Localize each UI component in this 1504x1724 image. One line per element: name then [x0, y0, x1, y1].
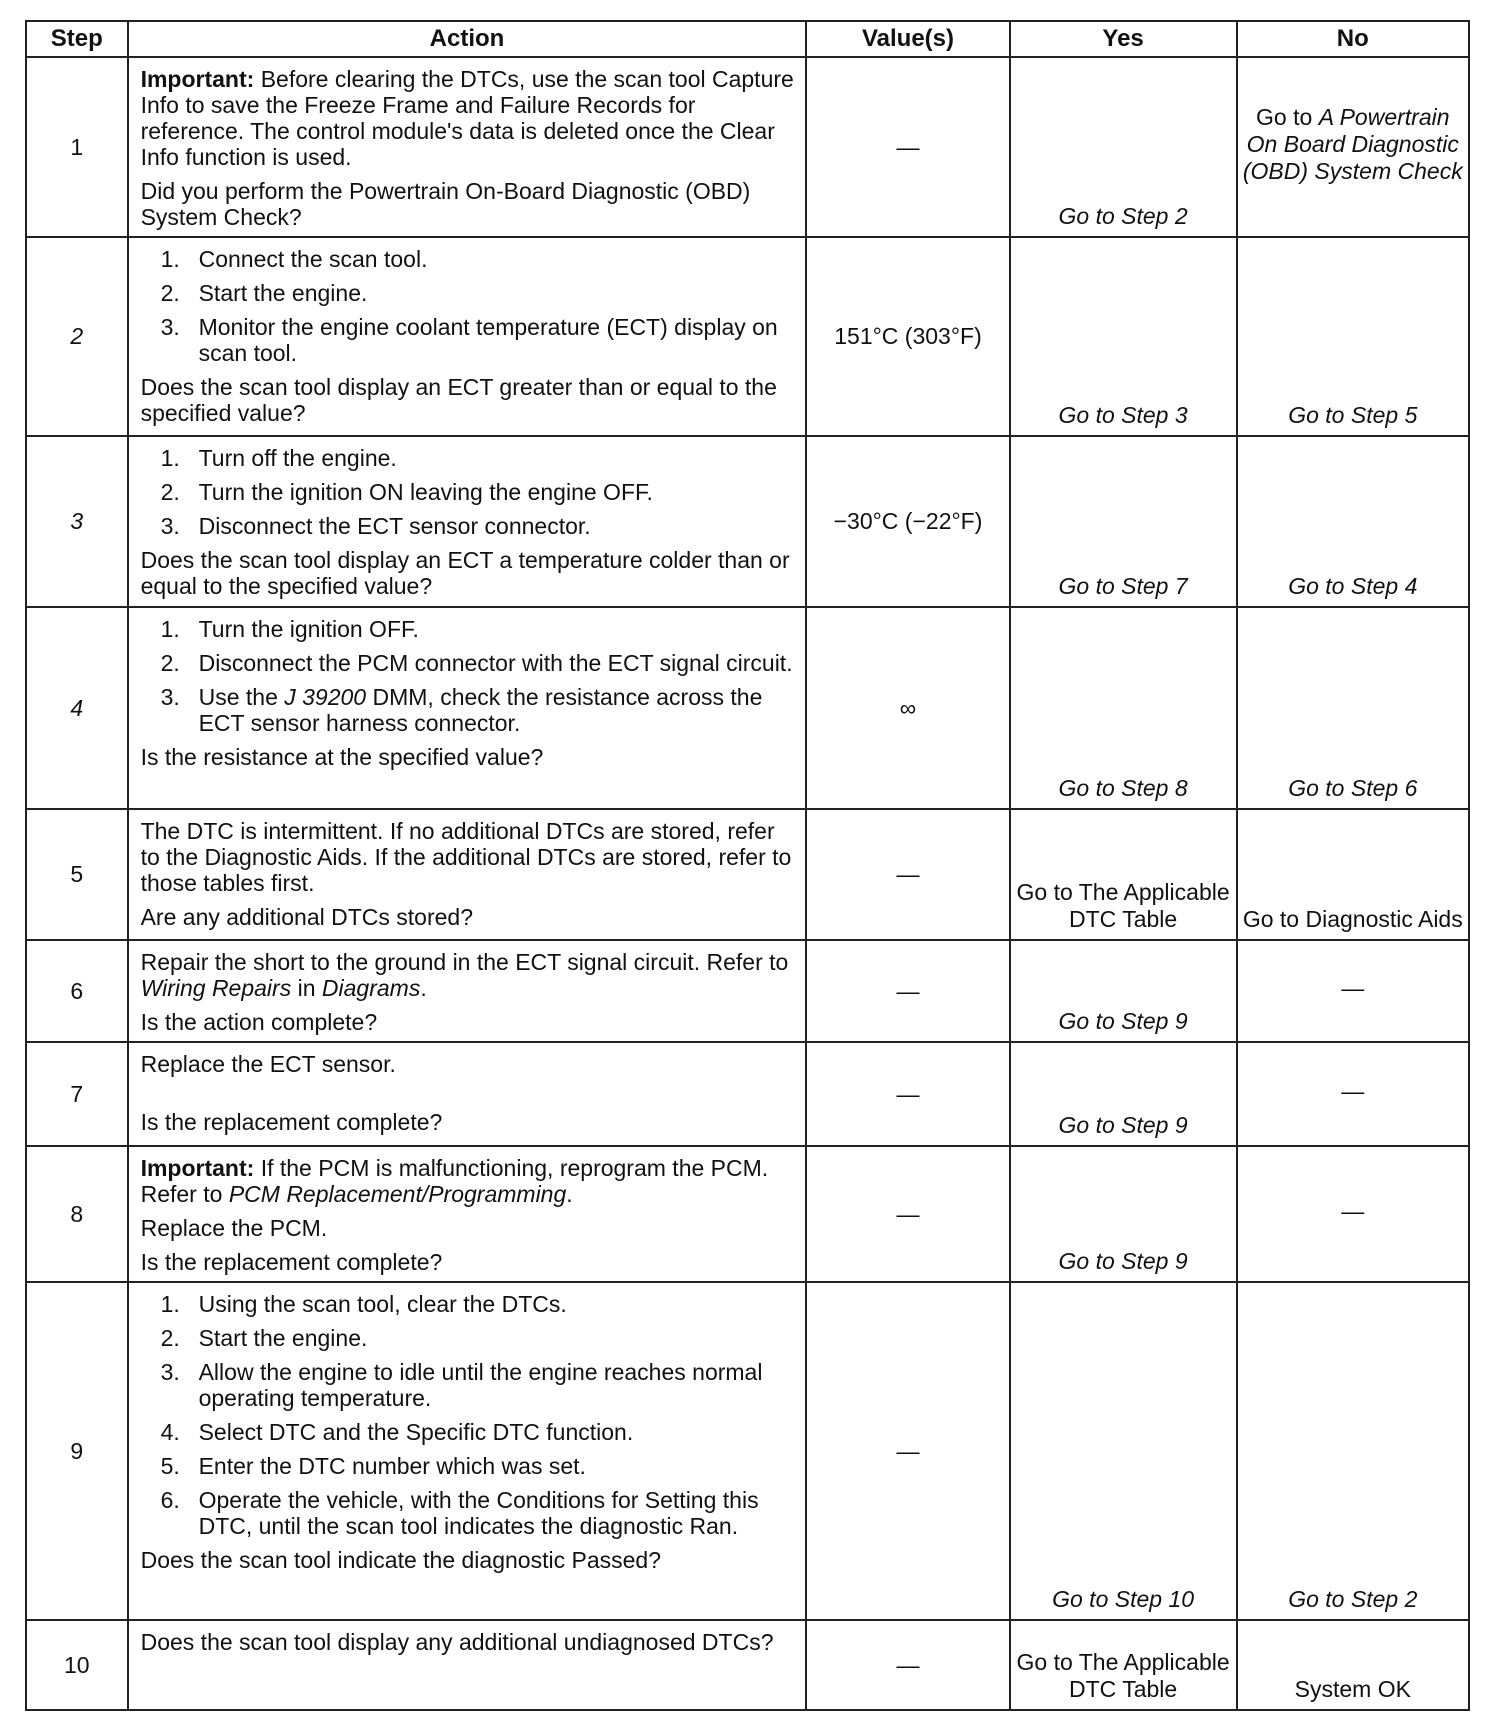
- list-item: 1. Turn off the engine.: [160, 445, 397, 471]
- question: Did you perform the Powertrain On-Board Diagnostic (OBD) System Check?: [140, 178, 751, 230]
- instruction-list: [141, 246, 796, 366]
- action-cell: [128, 1146, 807, 1282]
- action-cell: [128, 940, 807, 1042]
- table-row-step-6: [26, 940, 1469, 1042]
- yes-action: Go to Step 2: [1010, 57, 1237, 237]
- value-cell: —: [806, 1282, 1009, 1620]
- header-no: No: [1237, 21, 1469, 57]
- list-item: 2. Start the engine.: [160, 280, 368, 306]
- no-link: A Powertrain On Board Diagnostic (OBD) System Check: [1242, 103, 1463, 184]
- diagnostic-table-wrapper: [25, 20, 1470, 1711]
- step-number: 3: [26, 436, 128, 607]
- instruction-text: Replace the ECT sensor.: [140, 1051, 396, 1077]
- yes-action: Go to The Applicable DTC Table: [1010, 809, 1237, 940]
- yes-action: Go to Step 10: [1010, 1282, 1237, 1620]
- tool-name: J 39200: [284, 684, 367, 710]
- table-row-step-1: [26, 57, 1469, 237]
- instruction-text: The DTC is intermittent. If no additional DTCs are stored, refer to the Diagnostic Aids. If the additional DTCs are stored, refer to those tables first.: [140, 818, 792, 896]
- question: Is the action complete?: [140, 1009, 378, 1035]
- step-number: 6: [26, 940, 128, 1042]
- yes-action: Go to Step 3: [1010, 237, 1237, 436]
- value-cell: −30°C (−22°F): [806, 436, 1009, 607]
- table-row-step-8: [26, 1146, 1469, 1282]
- value-cell: —: [806, 940, 1009, 1042]
- reference-link: Wiring Repairs: [140, 975, 292, 1001]
- important-label: Important:: [140, 1155, 255, 1181]
- value-cell: —: [806, 1146, 1009, 1282]
- table-row-step-10: [26, 1620, 1469, 1710]
- instruction-list: [141, 1291, 796, 1539]
- instruction-text: Replace the PCM.: [140, 1215, 328, 1241]
- value-cell: —: [806, 57, 1009, 237]
- table-row-step-9: [26, 1282, 1469, 1620]
- action-cell: [128, 607, 807, 809]
- header-yes: Yes: [1010, 21, 1237, 57]
- table-row-step-7: [26, 1042, 1469, 1146]
- value-cell: —: [806, 809, 1009, 940]
- yes-action: Go to Step 9: [1010, 940, 1237, 1042]
- question: Does the scan tool display an ECT greater than or equal to the specified value?: [140, 374, 777, 426]
- value-cell: —: [806, 1042, 1009, 1146]
- list-item: 5. Enter the DTC number which was set.: [160, 1453, 586, 1479]
- step-number: 5: [26, 809, 128, 940]
- list-item: 1. Connect the scan tool.: [160, 246, 428, 272]
- step-number: 7: [26, 1042, 128, 1146]
- action-cell: [128, 57, 807, 237]
- list-item: 3. Use the J 39200 DMM, check the resistance across the ECT sensor harness connector.: [160, 684, 763, 736]
- list-item: 6. Operate the vehicle, with the Conditions for Setting this DTC, until the scan tool indicates the diagnostic Ran.: [160, 1487, 759, 1539]
- important-note: [141, 66, 796, 170]
- table-row-step-3: [26, 436, 1469, 607]
- reference-link: Diagrams: [321, 975, 421, 1001]
- list-item: 4. Select DTC and the Specific DTC function.: [160, 1419, 634, 1445]
- important-label: Important:: [140, 66, 255, 92]
- instruction-list: [141, 445, 796, 539]
- important-text: Before clearing the DTCs, use the scan tool Capture Info to save the Freeze Frame and Failure Records for reference. The control module's data is deleted once the Clear Info function is used.: [140, 66, 794, 170]
- step-number: 8: [26, 1146, 128, 1282]
- list-item: 3. Allow the engine to idle until the engine reaches normal operating temperature.: [160, 1359, 763, 1411]
- question: Is the replacement complete?: [140, 1109, 443, 1135]
- value-cell: ∞: [806, 607, 1009, 809]
- no-action: Go to Step 2: [1237, 1282, 1469, 1620]
- list-item: 2. Start the engine.: [160, 1325, 368, 1351]
- step-number: 1: [26, 57, 128, 237]
- list-item: 1. Using the scan tool, clear the DTCs.: [160, 1291, 567, 1317]
- list-item: 2. Disconnect the PCM connector with the ECT signal circuit.: [160, 650, 793, 676]
- header-step: Step: [26, 21, 128, 57]
- question: Does the scan tool display an ECT a temperature colder than or equal to the specified value?: [140, 547, 790, 599]
- instruction-text: Repair the short to the ground in the ECT signal circuit. Refer to Wiring Repairs in Diagrams.: [140, 949, 789, 1001]
- header-action: Action: [128, 21, 807, 57]
- value-cell: 151°C (303°F): [806, 237, 1009, 436]
- step-number: 10: [26, 1620, 128, 1710]
- question: Is the replacement complete?: [140, 1249, 443, 1275]
- list-item: 1. Turn the ignition OFF.: [160, 616, 419, 642]
- table-row-step-2: [26, 237, 1469, 436]
- list-item: 2. Turn the ignition ON leaving the engine OFF.: [160, 479, 653, 505]
- header-row: [26, 21, 1469, 57]
- no-action: —: [1237, 1146, 1469, 1282]
- header-values: Value(s): [806, 21, 1009, 57]
- step-number: 2: [26, 237, 128, 436]
- no-prefix: Go to: [1256, 103, 1319, 130]
- yes-action: Go to Step 7: [1010, 436, 1237, 607]
- action-cell: [128, 1282, 807, 1620]
- list-item: 3. Monitor the engine coolant temperature (ECT) display on scan tool.: [160, 314, 778, 366]
- no-action: [1237, 57, 1469, 237]
- step-number: 4: [26, 607, 128, 809]
- action-cell: [128, 436, 807, 607]
- yes-action: Go to Step 9: [1010, 1042, 1237, 1146]
- question: Does the scan tool indicate the diagnostic Passed?: [140, 1547, 661, 1573]
- no-action: System OK: [1237, 1620, 1469, 1710]
- question: Are any additional DTCs stored?: [140, 904, 473, 930]
- yes-action: Go to Step 9: [1010, 1146, 1237, 1282]
- list-item: 3. Disconnect the ECT sensor connector.: [160, 513, 591, 539]
- no-action: Go to Step 4: [1237, 436, 1469, 607]
- no-action: Go to Step 5: [1237, 237, 1469, 436]
- important-note: Important: If the PCM is malfunctioning, reprogram the PCM. Refer to PCM Replacement/Programming.: [140, 1155, 769, 1207]
- yes-action: Go to Step 8: [1010, 607, 1237, 809]
- instruction-list: [141, 616, 796, 736]
- step-number: 9: [26, 1282, 128, 1620]
- table-row-step-4: [26, 607, 1469, 809]
- question: Does the scan tool display any additional undiagnosed DTCs?: [140, 1629, 774, 1655]
- action-cell: [128, 1042, 807, 1146]
- action-cell: [128, 237, 807, 436]
- action-cell: [128, 1620, 807, 1710]
- diagnostic-table: [25, 20, 1470, 1711]
- yes-action: Go to The Applicable DTC Table: [1010, 1620, 1237, 1710]
- reference-link: PCM Replacement/Programming: [228, 1181, 567, 1207]
- value-cell: —: [806, 1620, 1009, 1710]
- no-action: Go to Diagnostic Aids: [1237, 809, 1469, 940]
- no-action: —: [1237, 1042, 1469, 1146]
- no-action: —: [1237, 940, 1469, 1042]
- table-row-step-5: [26, 809, 1469, 940]
- action-cell: [128, 809, 807, 940]
- question: Is the resistance at the specified value?: [140, 744, 544, 770]
- no-action: Go to Step 6: [1237, 607, 1469, 809]
